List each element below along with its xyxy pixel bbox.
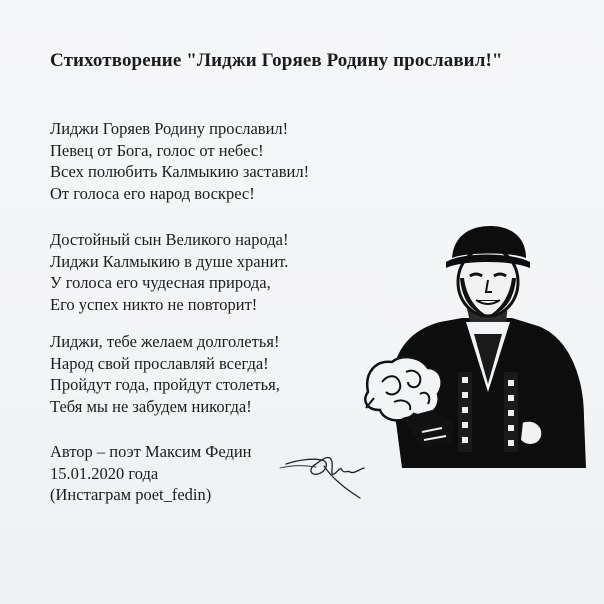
poem-line: У голоса его чудесная природа, [50, 273, 271, 292]
poem-line: Достойный сын Великого народа! [50, 230, 289, 249]
author-instagram: (Инстаграм poet_fedin) [50, 485, 212, 504]
portrait-illustration [362, 222, 588, 468]
poem-line: Тебя мы не забудем никогда! [50, 396, 252, 416]
poem-line: От голоса его народ воскрес! [50, 183, 255, 203]
poem-line: Пройдут года, пройдут столетья, [50, 375, 280, 394]
author-date: 15.01.2020 года [50, 463, 159, 483]
stanza-2 [50, 229, 289, 315]
poem-line: Певец от Бога, голос от небес! [50, 140, 264, 160]
stanza-1 [50, 118, 309, 204]
poem-line: Народ свой прославляй всегда! [50, 353, 269, 373]
poem-title: Стихотворение "Лиджи Горяев Родину прославил!" [50, 50, 503, 71]
poem-line: Лиджи Горяев Родину прославил! [50, 119, 289, 138]
author-block [50, 441, 252, 506]
stanza-3 [50, 331, 280, 417]
handwritten-signature [278, 432, 373, 504]
author-line: Автор – поэт Максим Федин [50, 442, 252, 461]
poem-line: Лиджи, тебе желаем долголетья! [50, 332, 280, 351]
poem-line: Лиджи Калмыкию в душе хранит. [50, 251, 289, 271]
poem-line: Его успех никто не повторит! [50, 294, 258, 314]
poem-line: Всех полюбить Калмыкию заставил! [50, 162, 310, 181]
